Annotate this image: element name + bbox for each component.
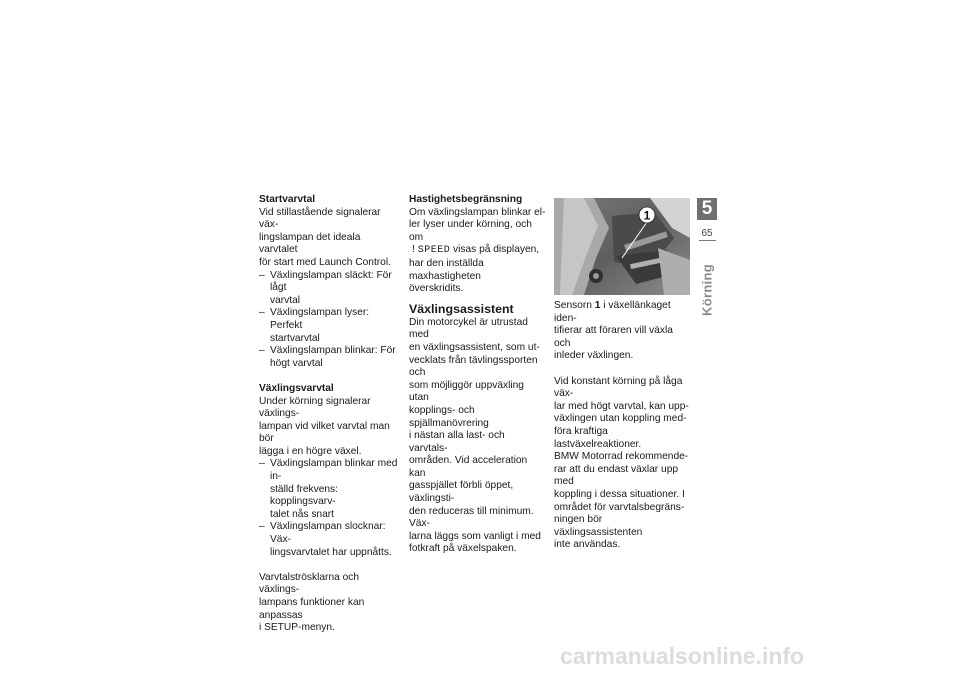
column-right — [554, 300, 690, 552]
list-item: – Växlingslampan slocknar: Väx- lingsvarvtalet har uppnåtts. — [259, 521, 392, 558]
list-item: – Växlingslampan lyser: Perfekt startvarvtal — [259, 307, 370, 344]
photo-illustration — [554, 198, 690, 295]
paragraph: Din motorcykel är utrustad med en växlingsassistent, som ut- vecklats från tävlingssporten och som möjliggör uppväxling utan kopplings- och spjällmanövrering i nästan alla last- och varvtals- områden. Vid acceleration kan gasspjället förbli öppet, växlingsti- den reduceras till minimum. Väx- larna läggs som vanligt i med fotkraft på växelspaken. — [409, 316, 541, 555]
paragraph: Sensorn 1 i växellänkaget iden- tifierar att föraren vill växla och inleder växlingen. — [554, 300, 673, 362]
watermark: carmanualsonline.info — [560, 643, 805, 669]
reference-number: 1 — [594, 300, 601, 311]
paragraph: Om växlingslampan blinkar el- ler lyser under körning, och om ! SPEED visas på displayen, har den inställda maxhastigheten överskridits. — [409, 206, 546, 295]
paragraph: Varvtalströsklarna och växlings- lampans funktioner kan anpassas i SETUP-menyn. — [259, 571, 365, 634]
heading-vaxlingsassistent: Växlingsassistent — [409, 301, 514, 316]
paragraph: Vid konstant körning på låga väx- lar med högt varvtal, kan upp- växlingen utan koppling med- föra kraftiga lastväxelreaktioner. BMW Motorrad rekommende- rar att du endast växlar upp med koppling i dessa situationer. I området för varvtalsbegräns- ningen bör växlingsassistenten inte användas. — [554, 375, 689, 551]
paragraph: Under körning signalerar växlings- lampan vid vilket varvtal man bör lägga i en högre växel. — [259, 395, 390, 457]
shift-sensor-photo — [554, 198, 690, 295]
column-middle — [409, 194, 546, 556]
list-item: – Växlingslampan blinkar: För högt varvtal — [259, 345, 396, 369]
list-item: – Växlingslampan blinkar med in- ställd frekvens: kopplingsvarv- talet nås snart — [259, 458, 398, 520]
list-item: – Växlingslampan släckt: För lågt varvtal — [259, 269, 392, 306]
heading-startvarvtal: Startvarvtal — [259, 194, 316, 205]
column-left — [259, 194, 401, 635]
callout-number: 1 — [643, 208, 651, 223]
display-code-speed: SPEED — [417, 245, 451, 257]
warning-exclamation: ! — [412, 244, 415, 256]
section-title: Körning — [699, 264, 715, 316]
divider — [699, 240, 716, 241]
paragraph: Vid stillastående signalerar väx- lingslampan det ideala varvtalet för start med Launch Control. — [259, 206, 391, 268]
page-number: 65 — [701, 228, 713, 239]
heading-hastighetsbegransning: Hastighetsbegränsning — [409, 194, 523, 205]
chapter-tab: 5 — [697, 198, 717, 220]
heading-vaxlingsvarvtal: Växlingsvarvtal — [259, 382, 334, 394]
